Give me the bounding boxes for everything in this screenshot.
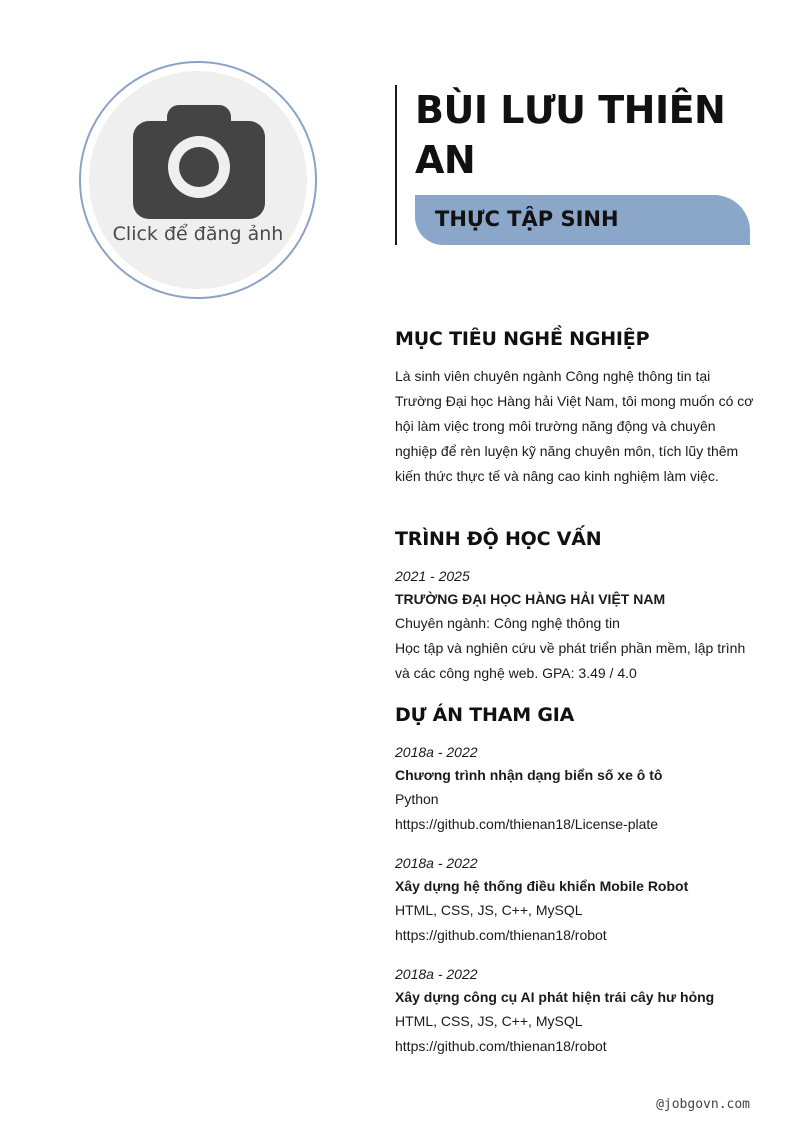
position-badge xyxy=(415,195,750,245)
name-header xyxy=(395,85,755,245)
avatar-caption: Click để đăng ảnh xyxy=(112,223,284,245)
avatar-upload[interactable] xyxy=(79,61,317,299)
projects-title: DỰ ÁN THAM GIA xyxy=(395,704,575,726)
footer-watermark: @jobgovn.com xyxy=(656,1097,750,1112)
project-tech: Python xyxy=(395,791,439,807)
objective-title: MỤC TIÊU NGHỀ NGHIỆP xyxy=(395,328,650,350)
camera-icon xyxy=(133,103,265,219)
education-period: 2021 - 2025 xyxy=(395,568,470,584)
candidate-name: BÙI LƯU THIÊN AN xyxy=(415,88,726,182)
project-period: 2018a - 2022 xyxy=(395,855,478,871)
education-major: Chuyên ngành: Công nghệ thông tin xyxy=(395,615,620,631)
project-link[interactable]: https://github.com/thienan18/robot xyxy=(395,1038,607,1054)
education-desc-line-2: và các công nghệ web. GPA: 3.49 / 4.0 xyxy=(395,665,637,681)
project-tech: HTML, CSS, JS, C++, MySQL xyxy=(395,902,583,918)
education-school: TRƯỜNG ĐẠI HỌC HÀNG HẢI VIỆT NAM xyxy=(395,591,666,607)
project-name: Xây dựng hệ thống điều khiển Mobile Robot xyxy=(395,878,689,894)
project-period: 2018a - 2022 xyxy=(395,966,478,982)
objective-text: Là sinh viên chuyên ngành Công nghệ thông tin tại Trường Đại học Hàng hải Việt Nam, tôi mong muốn có cơ hội làm việc trong môi trường năng động và chuyên nghiệp để rèn luyện kỹ năng chuyên môn, tích lũy thêm kiến thức thực tế và nâng cao kinh nghiệm làm việc. xyxy=(395,368,754,484)
project-link[interactable]: https://github.com/thienan18/robot xyxy=(395,927,607,943)
project-name: Xây dựng công cụ AI phát hiện trái cây hư hỏng xyxy=(395,989,715,1005)
education-desc-line-1: Học tập và nghiên cứu về phát triển phần mềm, lập trình xyxy=(395,640,746,656)
project-name: Chương trình nhận dạng biển số xe ô tô xyxy=(395,767,663,783)
project-tech: HTML, CSS, JS, C++, MySQL xyxy=(395,1013,583,1029)
project-link[interactable]: https://github.com/thienan18/License-plate xyxy=(395,816,659,832)
project-period: 2018a - 2022 xyxy=(395,744,478,760)
avatar-placeholder[interactable] xyxy=(89,71,307,289)
education-title: TRÌNH ĐỘ HỌC VẤN xyxy=(395,528,602,550)
position-title: THỰC TẬP SINH xyxy=(435,207,619,231)
